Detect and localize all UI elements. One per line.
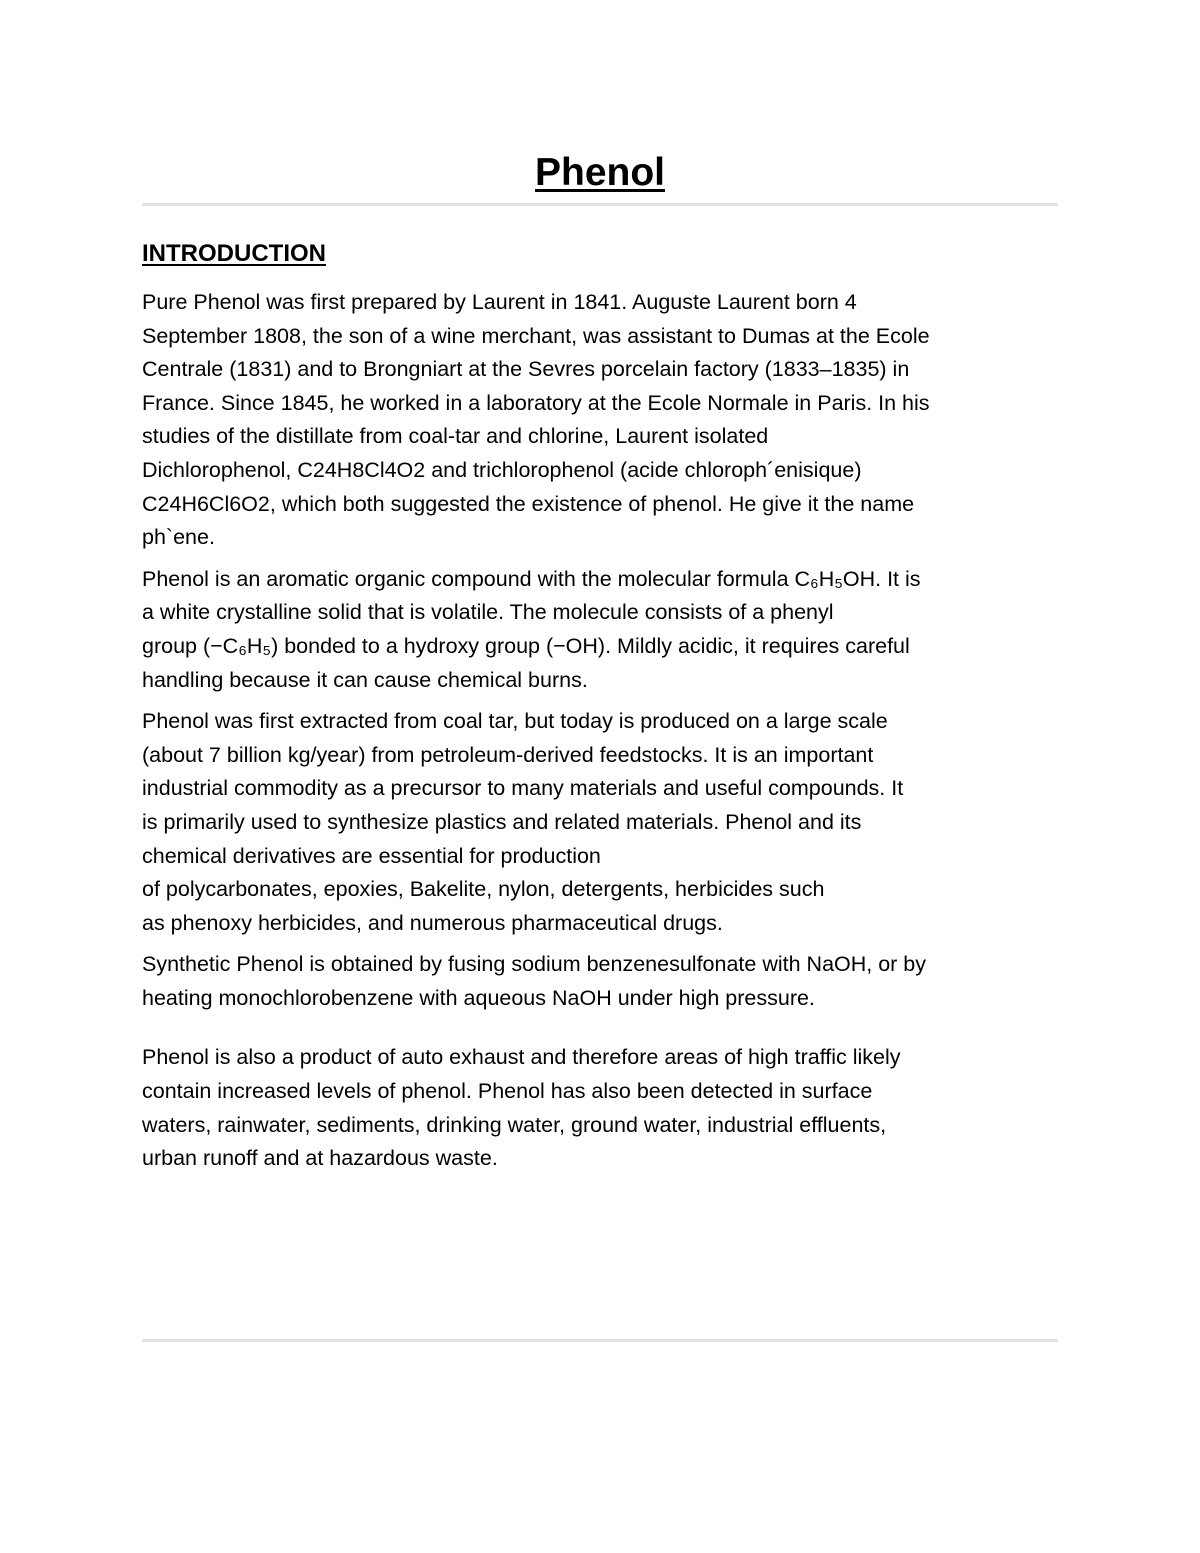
text-line: Phenol was first extracted from coal tar, but today is produced on a large scale (142, 709, 888, 734)
text-line: Pure Phenol was first prepared by Laurent in 1841. Auguste Laurent born 4 (142, 290, 857, 314)
text-line: contain increased levels of phenol. Phenol has also been detected in surface (142, 1079, 873, 1104)
paragraph-production (142, 705, 1058, 940)
text-line: (about 7 billion kg/year) from petroleum-derived feedstocks. It is an important (142, 742, 874, 767)
text-line: Phenol is also a product of auto exhaust and therefore areas of high traffic likely (142, 1045, 901, 1070)
text-line: waters, rainwater, sediments, drinking water, ground water, industrial effluents, (142, 1112, 887, 1137)
text-line: heating monochlorobenzene with aqueous NaOH under high pressure. (142, 985, 815, 1010)
text-line: Dichlorophenol, C24H8Cl4O2 and trichlorophenol (acide chloroph´enisique) (142, 457, 862, 482)
text-line: September 1808, the son of a wine merchant, was assistant to Dumas at the Ecole (142, 323, 930, 348)
text-line: Synthetic Phenol is obtained by fusing sodium benzenesulfonate with NaOH, or by (142, 952, 927, 977)
text-line: as phenoxy herbicides, and numerous pharmaceutical drugs. (142, 910, 723, 935)
paragraph-environment (142, 1041, 1058, 1175)
text-line: a white crystalline solid that is volatile. The molecule consists of a phenyl (142, 600, 834, 625)
text-line: industrial commodity as a precursor to many materials and useful compounds. It (142, 776, 904, 801)
section-heading-introduction: INTRODUCTION (142, 240, 326, 267)
text-line: group (−C₆H₅) bonded to a hydroxy group (−OH). Mildly acidic, it requires careful (142, 633, 910, 658)
text-line: France. Since 1845, he worked in a laboratory at the Ecole Normale in Paris. In his (142, 390, 930, 415)
text-line: ph`ene. (142, 525, 215, 550)
text-line: of polycarbonates, epoxies, Bakelite, nylon, detergents, herbicides such (142, 877, 825, 902)
text-line: C24H6Cl6O2, which both suggested the existence of phenol. He give it the name (142, 491, 915, 516)
document-body (142, 236, 1058, 1176)
text-line: is primarily used to synthesize plastics and related materials. Phenol and its (142, 809, 862, 834)
header-divider (142, 203, 1058, 206)
document-title: Phenol (534, 151, 665, 194)
text-line: handling because it can cause chemical burns. (142, 667, 588, 692)
paragraph-history (142, 286, 1058, 555)
text-line: Phenol is an aromatic organic compound with the molecular formula C₆H₅OH. It is (142, 566, 921, 591)
text-line: Centrale (1831) and to Brongniart at the Sevres porcelain factory (1833–1835) in (142, 357, 910, 382)
footer-divider (142, 1339, 1058, 1342)
text-line: chemical derivatives are essential for production (142, 843, 601, 868)
paragraph-synthesis (142, 948, 1058, 1015)
paragraph-description (142, 563, 1058, 697)
text-line: urban runoff and at hazardous waste. (142, 1146, 498, 1171)
text-line: studies of the distillate from coal-tar and chlorine, Laurent isolated (142, 424, 769, 449)
